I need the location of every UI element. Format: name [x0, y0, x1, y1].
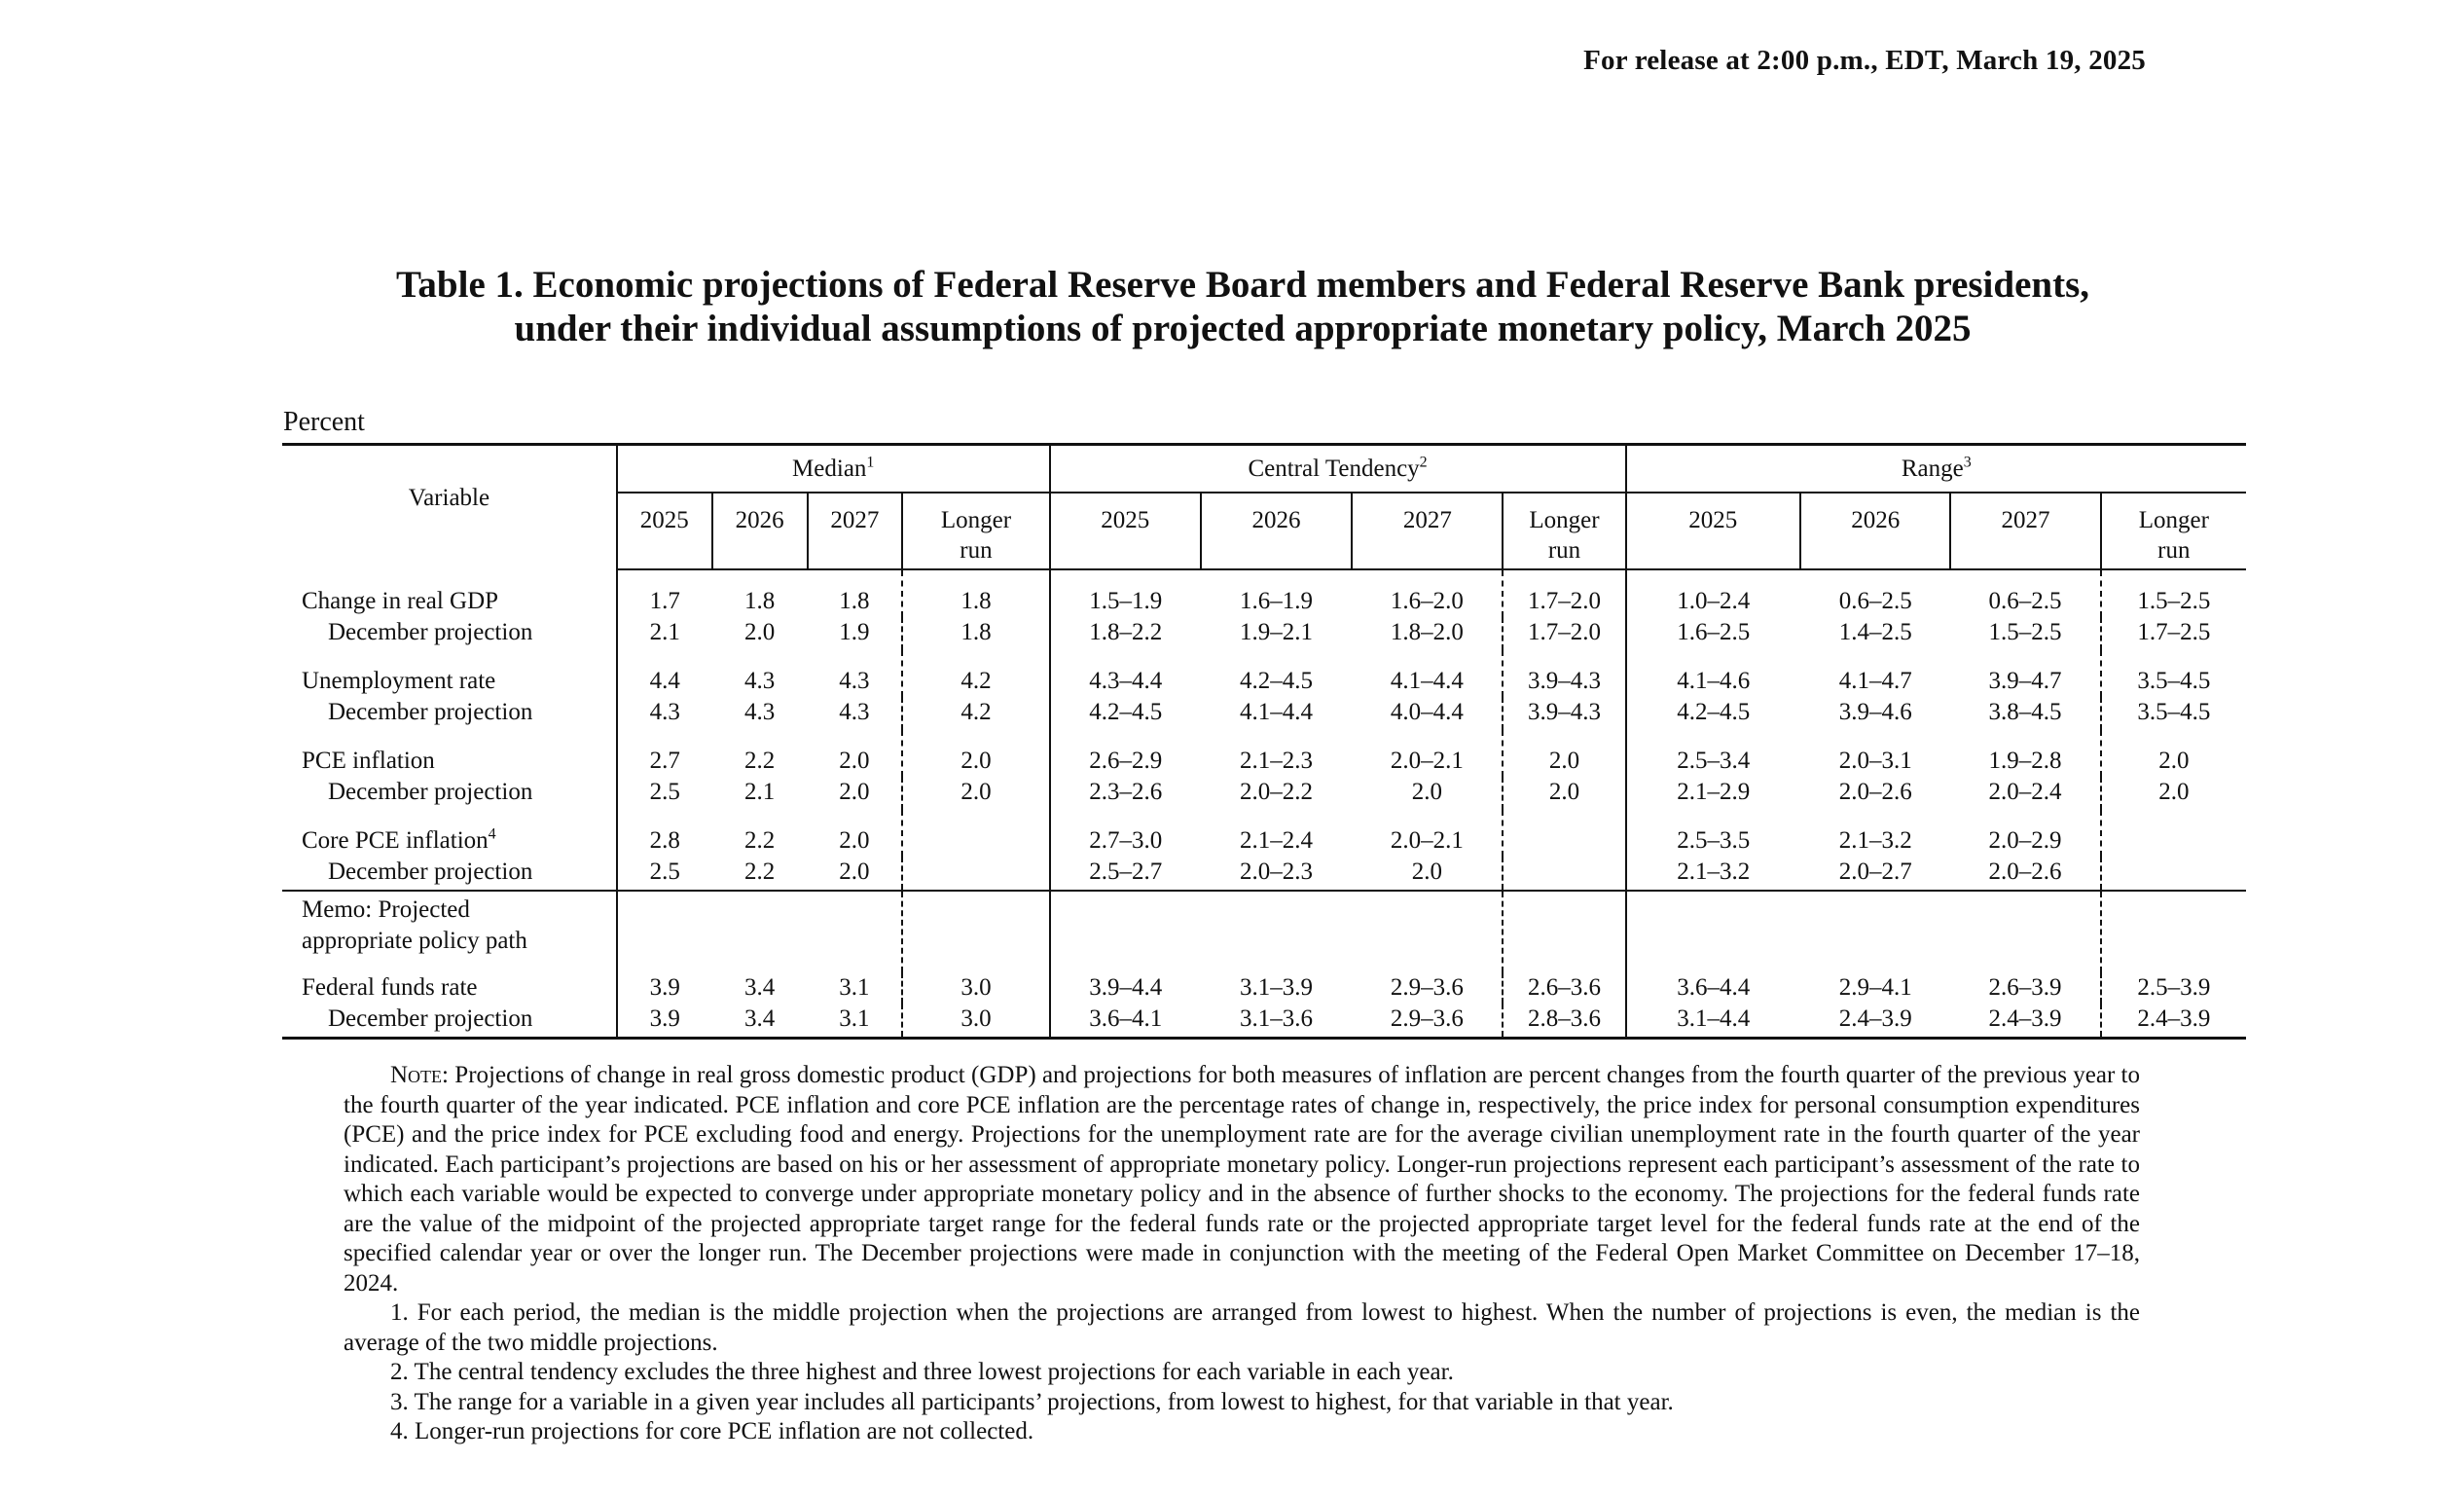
central-tendency-cell: 2.0 — [1411, 859, 1442, 885]
central-tendency-cell: 1.7–2.0 — [1503, 617, 1625, 650]
note-lead: Note: — [390, 1062, 449, 1088]
variable-label: Core PCE inflation$^4$ — [302, 825, 496, 854]
december-projection-label: December projection — [282, 1004, 617, 1039]
range-cell: 1.5–2.5 — [1988, 619, 2062, 645]
median-cell: 4.3 — [743, 668, 776, 694]
range-cell: 3.5–4.5 — [2101, 697, 2246, 730]
projections-table — [282, 443, 2246, 1040]
central-tendency-cell: 2.7–3.0 — [1050, 810, 1201, 857]
memo-label: Memo: Projected appropriate policy path — [282, 891, 617, 972]
table-title-line-1: Table 1. Economic projections of Federal Reserve Board members and Federal Reserve Bank presidents, — [396, 264, 2089, 306]
longer-label: Longer — [940, 507, 1012, 533]
central-tendency-cell: 4.2–4.5 — [1240, 668, 1314, 694]
range-cell: 4.1–4.6 — [1626, 650, 1801, 697]
memo-empty-cell — [1050, 891, 1201, 972]
unit-label: Percent — [283, 407, 365, 437]
median-cell: 2.5 — [617, 857, 712, 891]
table-row — [282, 857, 2246, 891]
range-cell: 2.5–3.4 — [1626, 730, 1801, 777]
range-cell: 2.0–2.6 — [1988, 859, 2062, 885]
table-row — [282, 617, 2246, 650]
range-year-header: 2026 — [1800, 493, 1950, 569]
december-projection-label: December projection — [328, 619, 533, 645]
median-cell: 4.4 — [617, 650, 712, 697]
december-projection-label: December projection — [328, 859, 533, 885]
central-tendency-cell: 1.9–2.1 — [1240, 619, 1314, 645]
variable-label: Change in real GDP — [302, 587, 499, 614]
central-tendency-year-header: 2025 — [1050, 493, 1201, 569]
central-tendency-cell: 1.7–2.0 — [1503, 569, 1625, 617]
central-tendency-cell: 4.3–4.4 — [1050, 650, 1201, 697]
december-projection-label: December projection — [328, 699, 533, 725]
range-cell: 2.5–3.9 — [2101, 972, 2246, 1004]
median-cell: 2.0 — [839, 779, 870, 805]
median-year-header: 2027 — [808, 493, 903, 569]
range-cell: 2.0–2.4 — [1988, 779, 2062, 805]
range-cell: 2.0–2.7 — [1838, 859, 1912, 885]
central-tendency-cell: 1.6–2.0 — [1390, 588, 1464, 614]
central-tendency-cell: 3.9–4.4 — [1050, 972, 1201, 1004]
central-tendency-cell — [1503, 810, 1625, 857]
table-row — [282, 810, 2246, 857]
median-cell: 1.8 — [839, 588, 870, 614]
footnote-2: 2. The central tendency excludes the three highest and three lowest projections for each variable in each year. — [390, 1359, 1454, 1385]
median-cell: 3.9 — [617, 972, 712, 1004]
central-tendency-cell: 2.3–2.6 — [1050, 777, 1201, 810]
central-tendency-cell: 2.9–3.6 — [1352, 1004, 1503, 1039]
central-tendency-cell: 2.1–2.3 — [1240, 748, 1314, 774]
range-cell: 2.0–2.9 — [1988, 827, 2062, 854]
median-cell: 4.2 — [902, 650, 1049, 697]
median-cell: 4.2 — [902, 697, 1049, 730]
memo-empty-cell — [2101, 891, 2246, 972]
range-cell: 2.1–3.2 — [1838, 827, 1912, 854]
range-cell: 2.4–3.9 — [1800, 1004, 1950, 1039]
memo-empty-cell — [1950, 891, 2100, 972]
central-tendency-cell: 4.2–4.5 — [1050, 697, 1201, 730]
footnote-4: 4. Longer-run projections for core PCE inflation are not collected. — [390, 1418, 1034, 1444]
memo-empty-cell — [1352, 891, 1503, 972]
range-cell: 3.9–4.7 — [1988, 668, 2062, 694]
median-cell: 1.8 — [902, 617, 1049, 650]
table-row — [282, 730, 2246, 777]
central-tendency-cell: 1.8–2.0 — [1390, 619, 1464, 645]
range-cell: 0.6–2.5 — [1838, 588, 1912, 614]
range-cell: 2.9–4.1 — [1838, 974, 1912, 1001]
central-tendency-year-header: 2026 — [1201, 493, 1352, 569]
central-tendency-cell: 2.1–2.4 — [1240, 827, 1314, 854]
range-cell: 1.6–2.5 — [1626, 617, 1801, 650]
memo-empty-cell — [1503, 891, 1625, 972]
range-cell: 2.0–2.6 — [1838, 779, 1912, 805]
central-tendency-cell: 2.8–3.6 — [1503, 1004, 1625, 1039]
table-title-line-2: under their individual assumptions of projected appropriate monetary policy, March 2025 — [514, 308, 1972, 349]
release-notice: For release at 2:00 p.m., EDT, March 19, 2025 — [1583, 45, 2146, 76]
median-cell: 2.2 — [743, 827, 776, 854]
median-cell — [902, 810, 1049, 857]
median-header: Median$^1$ — [617, 445, 1050, 493]
range-longer-run-header — [2101, 493, 2246, 569]
note-body: Projections of change in real gross domestic product (GDP) and projections for both measures of inflation are percent changes from the fourth quarter of the previous year to the fourth quarter of the year indicated. PCE inflation and core PCE inflation are the percentage rates of change in, respectively, the price index for personal consumption expenditures (PCE) and the price index for PCE excluding food and energy. Projections for the unemployment rate are for the average civilian unemployment rate in the fourth quarter of the year indicated. Each participant’s projections are based on his or her assessment of appropriate monetary policy. Longer-run projections represent each participant’s assessment of the rate to which each variable would be expected to converge under appropriate monetary policy and in the absence of further shocks to the economy. The projections for the federal funds rate are the value of the midpoint of the projected appropriate target range for the federal funds rate or the projected appropriate target level for the federal funds rate at the end of the specified calendar year or over the longer run. The December projections were made in conjunction with the meeting of the Federal Open Market Committee on December 17–18, 2024. — [344, 1062, 2141, 1297]
median-cell: 3.4 — [743, 974, 776, 1001]
central-tendency-cell: 2.6–2.9 — [1050, 730, 1201, 777]
table-row — [282, 777, 2246, 810]
note-paragraph — [344, 1061, 2140, 1298]
range-cell: 2.4–3.9 — [1950, 1004, 2100, 1039]
central-tendency-cell: 4.1–4.4 — [1240, 699, 1314, 725]
central-tendency-cell: 2.9–3.6 — [1390, 974, 1464, 1001]
central-tendency-cell: 4.0–4.4 — [1390, 699, 1464, 725]
range-cell: 0.6–2.5 — [1988, 588, 2062, 614]
run-label: run — [2157, 537, 2191, 564]
central-tendency-cell: 2.0–2.1 — [1390, 748, 1464, 774]
range-cell: 2.0–3.1 — [1838, 748, 1912, 774]
central-tendency-cell: 1.6–1.9 — [1240, 588, 1314, 614]
range-cell: 1.0–2.4 — [1626, 569, 1801, 617]
median-cell: 3.1 — [808, 1004, 903, 1039]
median-cell: 2.5 — [617, 777, 712, 810]
range-cell: 2.0 — [2101, 777, 2246, 810]
central-tendency-cell: 2.0–2.1 — [1390, 827, 1464, 854]
central-tendency-header: Central Tendency$^2$ — [1050, 445, 1626, 493]
table-notes — [344, 1061, 2140, 1447]
table-row — [282, 1004, 2246, 1039]
range-cell: 3.1–4.4 — [1626, 1004, 1801, 1039]
longer-label: Longer — [2138, 507, 2209, 533]
central-tendency-cell: 3.1–3.6 — [1201, 1004, 1352, 1039]
central-tendency-cell: 2.0–2.3 — [1240, 859, 1314, 885]
median-cell: 2.2 — [743, 859, 776, 885]
median-cell: 2.0 — [839, 748, 870, 774]
range-cell: 3.5–4.5 — [2101, 650, 2246, 697]
median-cell: 4.3 — [839, 668, 870, 694]
range-cell: 2.5–3.5 — [1626, 810, 1801, 857]
footnote-1: 1. For each period, the median is the middle projection when the projections are arranged from lowest to highest. When the number of projections is even, the median is the average of the two middle projections. — [344, 1299, 2140, 1356]
central-tendency-cell: 2.6–3.6 — [1503, 972, 1625, 1004]
range-year-header: 2027 — [1950, 493, 2100, 569]
variable-label: Federal funds rate — [302, 974, 478, 1001]
central-tendency-cell: 3.9–4.3 — [1503, 697, 1625, 730]
table-row — [282, 697, 2246, 730]
run-label: run — [1547, 537, 1581, 564]
median-year-header: 2026 — [712, 493, 808, 569]
table-row — [282, 972, 2246, 1004]
range-cell — [2101, 810, 2246, 857]
central-tendency-cell: 2.0 — [1503, 730, 1625, 777]
median-cell: 2.1 — [743, 779, 776, 805]
median-cell: 3.4 — [712, 1004, 808, 1039]
central-tendency-cell: 1.5–1.9 — [1050, 569, 1201, 617]
median-cell: 3.9 — [617, 1004, 712, 1039]
median-cell: 2.0 — [743, 619, 776, 645]
table-row — [282, 650, 2246, 697]
range-cell: 1.9–2.8 — [1988, 748, 2062, 774]
range-cell: 3.8–4.5 — [1988, 699, 2062, 725]
median-cell: 2.0 — [902, 730, 1049, 777]
december-projection-label: December projection — [328, 779, 533, 805]
central-tendency-cell: 2.0 — [1503, 777, 1625, 810]
range-cell: 4.2–4.5 — [1626, 697, 1801, 730]
footnote-3: 3. The range for a variable in a given year includes all participants’ projections, from lowest to highest, for that variable in that year. — [390, 1388, 1674, 1415]
median-cell — [902, 857, 1049, 891]
median-year-header: 2025 — [617, 493, 712, 569]
median-cell: 4.3 — [839, 699, 870, 725]
central-tendency-cell: 2.0 — [1411, 779, 1442, 805]
variable-label: Unemployment rate — [302, 668, 496, 694]
median-cell: 3.0 — [902, 972, 1049, 1004]
median-cell: 2.2 — [743, 748, 776, 774]
memo-empty-cell — [1201, 891, 1352, 972]
central-tendency-cell — [1503, 857, 1625, 891]
memo-empty-cell — [1800, 891, 1950, 972]
range-cell: 3.9–4.6 — [1838, 699, 1912, 725]
range-cell: 3.6–4.4 — [1626, 972, 1801, 1004]
median-cell: 4.3 — [617, 697, 712, 730]
memo-empty-cell — [1626, 891, 1801, 972]
median-cell: 2.0 — [902, 777, 1049, 810]
range-header: Range$^3$ — [1626, 445, 2246, 493]
median-cell: 2.8 — [617, 810, 712, 857]
median-cell: 4.3 — [743, 699, 776, 725]
median-cell: 2.7 — [617, 730, 712, 777]
median-cell: 1.8 — [902, 569, 1049, 617]
central-tendency-cell: 3.6–4.1 — [1050, 1004, 1201, 1039]
longer-label: Longer — [1529, 507, 1600, 533]
range-cell: 2.1–2.9 — [1626, 777, 1801, 810]
median-cell: 2.0 — [839, 827, 870, 854]
table-row — [282, 569, 2246, 617]
variable-header: Variable — [282, 445, 617, 570]
range-cell: 2.6–3.9 — [1988, 974, 2062, 1001]
median-cell: 1.9 — [839, 619, 870, 645]
median-cell: 2.0 — [839, 859, 870, 885]
median-cell: 1.7 — [617, 569, 712, 617]
median-cell: 3.0 — [902, 1004, 1049, 1039]
range-year-header: 2025 — [1626, 493, 1801, 569]
range-cell — [2101, 857, 2246, 891]
median-cell: 1.8 — [743, 588, 776, 614]
memo-empty-cell — [808, 891, 903, 972]
range-cell: 2.0 — [2101, 730, 2246, 777]
central-tendency-cell: 4.1–4.4 — [1390, 668, 1464, 694]
memo-empty-cell — [712, 891, 808, 972]
central-tendency-cell: 2.0–2.2 — [1240, 779, 1314, 805]
range-cell: 1.4–2.5 — [1838, 619, 1912, 645]
central-tendency-cell: 2.5–2.7 — [1050, 857, 1201, 891]
central-tendency-cell: 1.8–2.2 — [1050, 617, 1201, 650]
run-label: run — [960, 537, 993, 564]
variable-label: PCE inflation — [302, 748, 435, 774]
range-cell: 2.4–3.9 — [2101, 1004, 2246, 1039]
table-title — [282, 263, 2203, 350]
central-tendency-year-header: 2027 — [1352, 493, 1503, 569]
central-tendency-cell: 3.1–3.9 — [1240, 974, 1314, 1001]
median-cell: 3.1 — [839, 974, 870, 1001]
memo-row — [282, 891, 2246, 972]
range-cell: 4.1–4.7 — [1838, 668, 1912, 694]
memo-empty-cell — [617, 891, 712, 972]
median-cell: 2.1 — [617, 617, 712, 650]
range-cell: 1.5–2.5 — [2101, 569, 2246, 617]
range-cell: 2.1–3.2 — [1626, 857, 1801, 891]
median-longer-run-header — [902, 493, 1049, 569]
central-tendency-longer-run-header — [1503, 493, 1625, 569]
central-tendency-cell: 3.9–4.3 — [1503, 650, 1625, 697]
memo-empty-cell — [902, 891, 1049, 972]
range-cell: 1.7–2.5 — [2101, 617, 2246, 650]
